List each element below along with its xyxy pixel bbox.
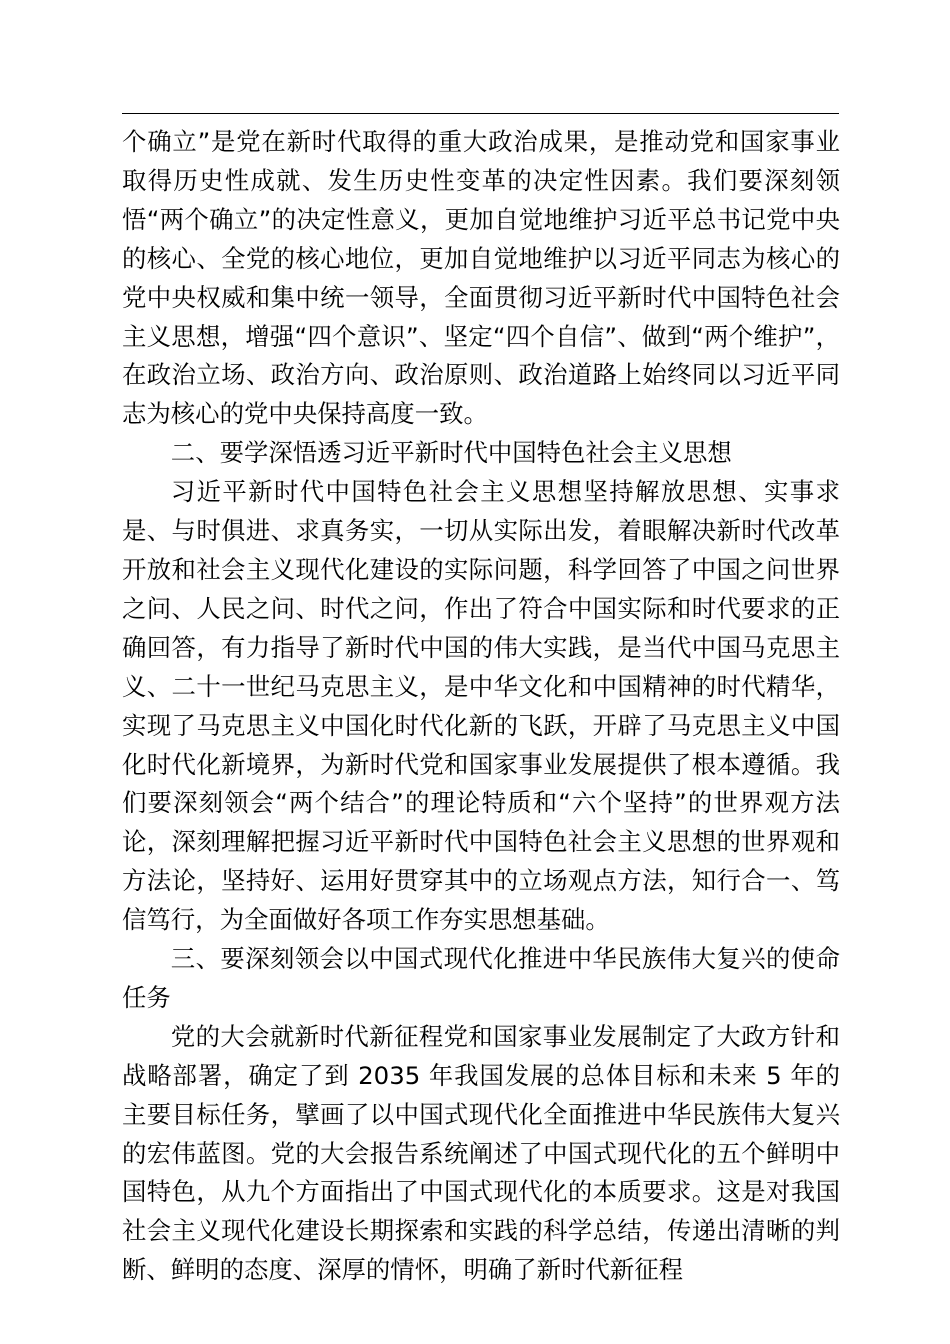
paragraph-continuation: 个确立”是党在新时代取得的重大政治成果，是推动党和国家事业取得历史性成就、发生历史性变革的决定性因素。我们要深刻领悟“两个确立”的决定性意义，更加自觉地维护习近平总书记党中央的核心、全党的核心地位，更加自觉地维护以习近平同志为核心的党中央权威和集中统一领导，全面贯彻习近平新时代中国特色社会主义思想，增强“四个意识”、坚定“四个自信”、做到“两个维护”，在政治立场、政治方向、政治原则、政治道路上始终同以习近平同志为核心的党中央保持高度一致。 [122,127,840,429]
header-rule [122,113,839,114]
section-heading-2: 二、要学深悟透习近平新时代中国特色社会主义思想 [170,438,732,468]
paragraph-section-3: 党的大会就新时代新征程党和国家事业发展制定了大政方针和战略部署，确定了到 2035 年我国发展的总体目标和未来 5 年的主要目标任务，擘画了以中国式现代化全面推进中华民族伟大复兴的宏伟蓝图。党的大会报告系统阐述了中国式现代化的五个鲜明中国特色，从九个方面指出了中国式现代化的本质要求。这是对我国社会主义现代化建设长期探索和实践的科学总结，传递出清晰的判断、鲜明的态度、深厚的情怀，明确了新时代新征程 [122,1021,840,1285]
paragraph-section-2: 习近平新时代中国特色社会主义思想坚持解放思想、实事求是、与时俱进、求真务实，一切从实际出发，着眼解决新时代改革开放和社会主义现代化建设的实际问题，科学回答了中国之问世界之问、人民之问、时代之问，作出了符合中国实际和时代要求的正确回答，有力指导了新时代中国的伟大实践，是当代中国马克思主义、二十一世纪马克思主义，是中华文化和中国精神的时代精华，实现了马克思主义中国化时代化新的飞跃，开辟了马克思主义中国化时代化新境界，为新时代党和国家事业发展提供了根本遵循。我们要深刻领会“两个结合”的理论特质和“六个坚持”的世界观方法论，深刻理解把握习近平新时代中国特色社会主义思想的世界观和方法论，坚持好、运用好贯穿其中的立场观点方法，知行合一、笃信笃行，为全面做好各项工作夯实思想基础。 [122,477,840,935]
section-heading-3: 三、要深刻领会以中国式现代化推进中华民族伟大复兴的使命任务 [122,944,840,1012]
document-body [122,123,840,1290]
